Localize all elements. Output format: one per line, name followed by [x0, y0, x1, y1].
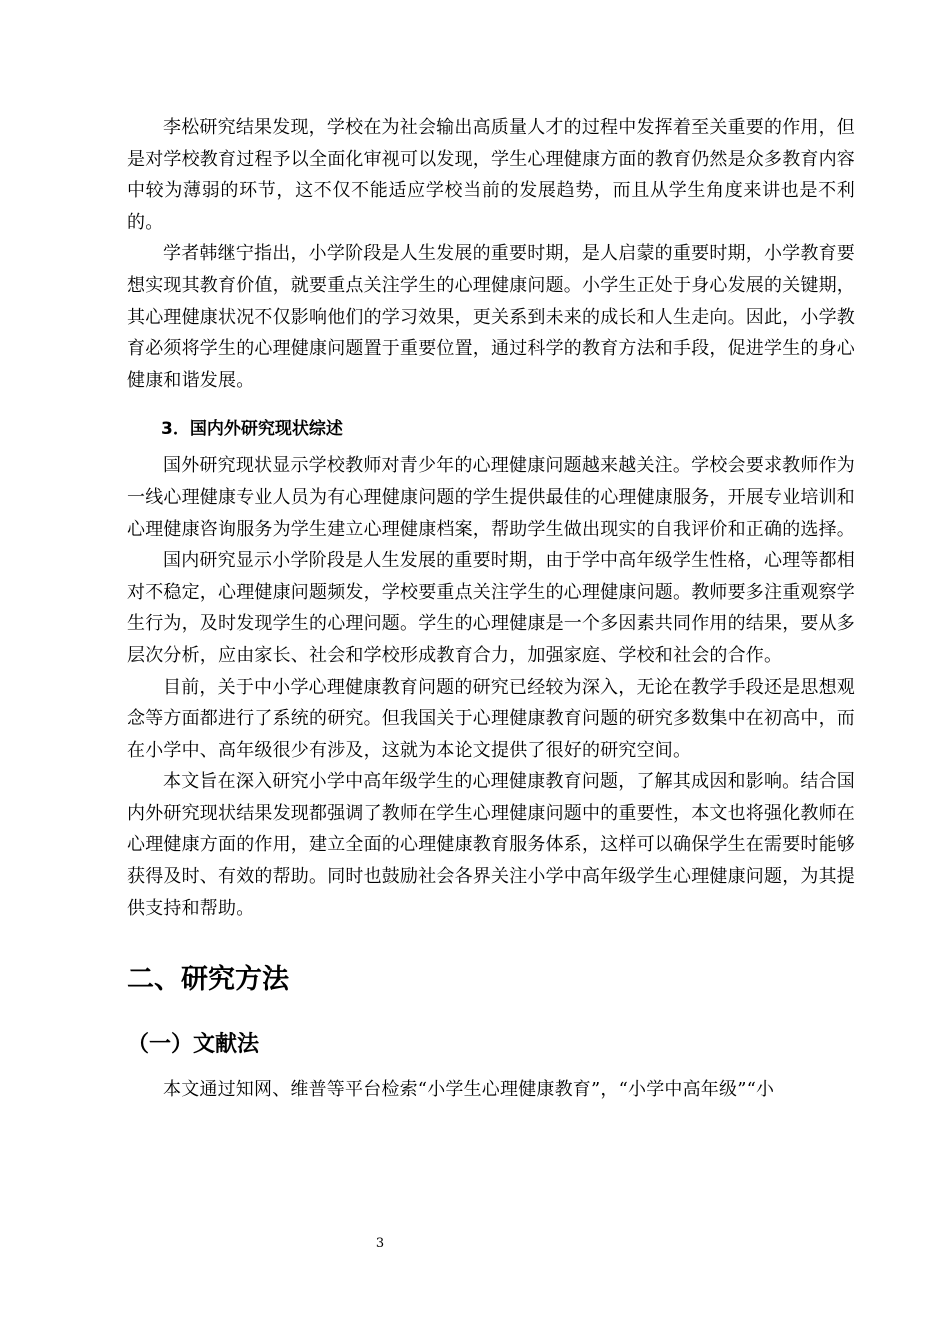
body-paragraph-purpose: 本文旨在深入研究小学中高年级学生的心理健康教育问题，了解其成因和影响。结合国内外研究现状结果发现都强调了教师在学生心理健康问题中的重要性，本文也将强化教师在心理健康方面的作用，建立全面的心理健康教育服务体系，这样可以确保学生在需要时能够获得及时、有效的帮助。同时也鼓励社会各界关注小学中高年级学生心理健康问题，为其提供支持和帮助。 — [127, 771, 855, 919]
page-body — [127, 112, 855, 1106]
body-paragraph-han-jining: 学者韩继宁指出，小学阶段是人生发展的重要时期，是人启蒙的重要时期，小学教育要想实现其教育价值，就要重点关注学生的心理健康问题。小学生正处于身心发展的关键期，其心理健康状况不仅影响他们的学习效果，更关系到未来的成长和人生走向。因此，小学教育必须将学生的心理健康问题置于重要位置，通过科学的教育方法和手段，促进学生的身心健康和谐发展。 — [127, 243, 855, 391]
section-heading-literature-review: 3．国内外研究现状综述 — [161, 419, 343, 440]
body-paragraph-current-status: 目前，关于中小学心理健康教育问题的研究已经较为深入，无论在教学手段还是思想观念等方面都进行了系统的研究。但我国关于心理健康教育问题的研究多数集中在初高中，而在小学中、高年级很少有涉及，这就为本论文提供了很好的研究空间。 — [127, 676, 855, 761]
page-number: 3 — [375, 1236, 385, 1251]
chapter-heading-research-methods: 二、研究方法 — [127, 964, 289, 996]
subsection-heading-literature-method: （一）文献法 — [127, 1032, 260, 1058]
body-paragraph-domestic-research: 国内研究显示小学阶段是人生发展的重要时期，由于学中高年级学生性格，心理等都相对不稳定，心理健康问题频发，学校要重点关注学生的心理健康问题。教师要多注重观察学生行为，及时发现学生的心理问题。学生的心理健康是一个多因素共同作用的结果，要从多层次分析，应由家长、社会和学校形成教育合力，加强家庭、学校和社会的合作。 — [127, 550, 855, 666]
body-paragraph-literature-method: 本文通过知网、维普等平台检索“小学生心理健康教育”，“小学中高年级”“小 — [163, 1079, 775, 1101]
body-paragraph-li-song: 李松研究结果发现，学校在为社会输出高质量人才的过程中发挥着至关重要的作用，但是对学校教育过程予以全面化审视可以发现，学生心理健康方面的教育仍然是众多教育内容中较为薄弱的环节，这不仅不能适应学校当前的发展趋势，而且从学生角度来讲也是不利的。 — [127, 117, 855, 233]
body-paragraph-foreign-research: 国外研究现状显示学校教师对青少年的心理健康问题越来越关注。学校会要求教师作为一线心理健康专业人员为有心理健康问题的学生提供最佳的心理健康服务，开展专业培训和心理健康咨询服务为学生建立心理健康档案，帮助学生做出现实的自我评价和正确的选择。 — [127, 455, 855, 540]
